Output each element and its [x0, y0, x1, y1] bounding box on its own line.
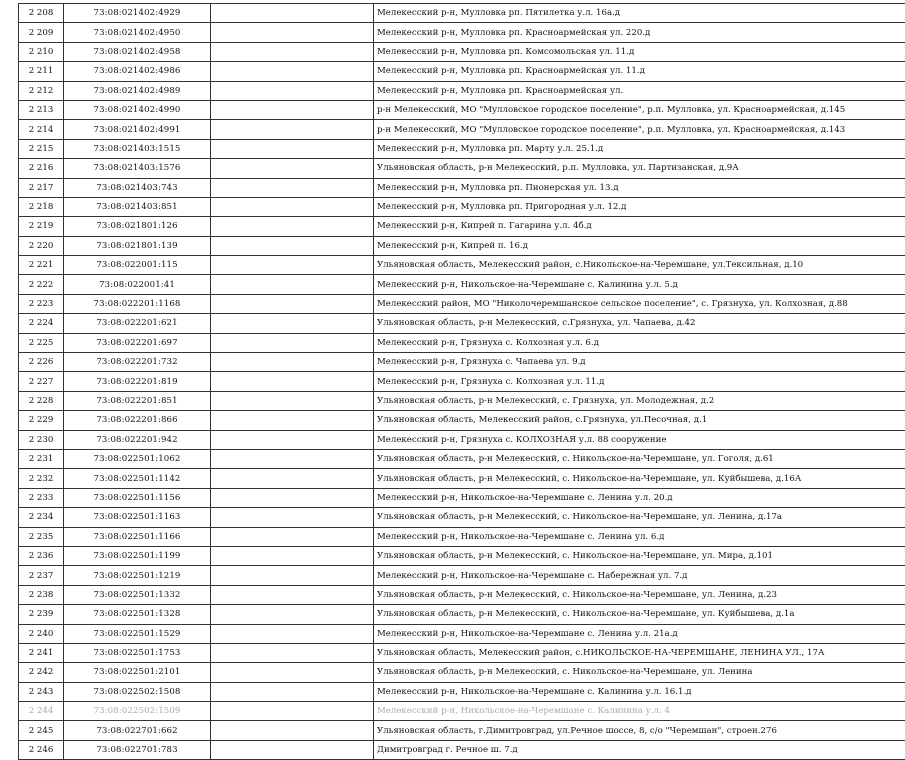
records-table	[18, 3, 905, 760]
empty-cell	[211, 197, 374, 216]
empty-cell	[211, 663, 374, 682]
table-row	[19, 100, 905, 119]
row-number: 2 229	[19, 411, 64, 430]
cadastral-number: 73:08:022501:1199	[64, 546, 211, 565]
address-cell: Ульяновская область, Мелекесский район, с.Грязнуха, ул.Песочная, д.1	[374, 411, 905, 430]
row-number: 2 208	[19, 4, 64, 23]
address-cell: Мелекесский р-н, Грязнуха с. Колхозная у.л. 6.д	[374, 333, 905, 352]
table-row	[19, 42, 905, 61]
empty-cell	[211, 314, 374, 333]
cadastral-number: 73:08:022201:1168	[64, 294, 211, 313]
empty-cell	[211, 740, 374, 759]
row-number: 2 230	[19, 430, 64, 449]
table-row	[19, 488, 905, 507]
cadastral-number: 73:08:022001:115	[64, 256, 211, 275]
cadastral-number: 73:08:022501:1219	[64, 566, 211, 585]
table-row	[19, 624, 905, 643]
row-number: 2 245	[19, 721, 64, 740]
row-number: 2 225	[19, 333, 64, 352]
cadastral-number: 73:08:022201:819	[64, 372, 211, 391]
row-number: 2 216	[19, 159, 64, 178]
table-row	[19, 62, 905, 81]
table-row	[19, 391, 905, 410]
table-row	[19, 139, 905, 158]
address-cell: Мелекесский р-н, Мулловка рп. Комсомольская ул. 11.д	[374, 42, 905, 61]
address-cell: Мелекесский р-н, Мулловка рп. Красноармейская ул. 11.д	[374, 62, 905, 81]
row-number: 2 209	[19, 23, 64, 42]
cadastral-number: 73:08:022501:1062	[64, 449, 211, 468]
address-cell: Ульяновская область, р-н Мелекесский, с. Грязнуха, ул. Молодежная, д.2	[374, 391, 905, 410]
empty-cell	[211, 566, 374, 585]
cadastral-number: 73:08:022501:1156	[64, 488, 211, 507]
empty-cell	[211, 178, 374, 197]
table-row	[19, 294, 905, 313]
empty-cell	[211, 42, 374, 61]
cadastral-number: 73:08:022501:2101	[64, 663, 211, 682]
empty-cell	[211, 411, 374, 430]
row-number: 2 236	[19, 546, 64, 565]
row-number: 2 214	[19, 120, 64, 139]
address-cell: Димитровград г. Речное ш. 7.д	[374, 740, 905, 759]
row-number: 2 210	[19, 42, 64, 61]
row-number: 2 226	[19, 353, 64, 372]
address-cell: Мелекесский р-н, Никольское-на-Черемшане с. Калинина у.л. 5.д	[374, 275, 905, 294]
cadastral-number: 73:08:021402:4950	[64, 23, 211, 42]
cadastral-number: 73:08:022201:851	[64, 391, 211, 410]
cadastral-number: 73:08:022001:41	[64, 275, 211, 294]
empty-cell	[211, 546, 374, 565]
address-cell: Мелекесский р-н, Мулловка рп. Марту у.л. 25.1.д	[374, 139, 905, 158]
table-row	[19, 740, 905, 759]
address-cell: Мелекесский р-н, Грязнуха с. КОЛХОЗНАЯ у.л. 88 сооружение	[374, 430, 905, 449]
row-number: 2 239	[19, 605, 64, 624]
cadastral-number: 73:08:021403:743	[64, 178, 211, 197]
table-row	[19, 120, 905, 139]
table-row	[19, 314, 905, 333]
table-row	[19, 508, 905, 527]
table-row	[19, 702, 905, 721]
address-cell: р-н Мелекесский, МО "Мулловское городское поселение", р.п. Мулловка, ул. Красноармейская, д.143	[374, 120, 905, 139]
table-row	[19, 275, 905, 294]
table-row	[19, 663, 905, 682]
cadastral-number: 73:08:022502:1509	[64, 702, 211, 721]
table-row	[19, 353, 905, 372]
cadastral-number: 73:08:022501:1142	[64, 469, 211, 488]
address-cell: Мелекесский район, МО "Николочеремшанское сельское поселение", с. Грязнуха, ул. Колхозная, д.88	[374, 294, 905, 313]
row-number: 2 213	[19, 100, 64, 119]
address-cell: Ульяновская область, р-н Мелекесский, с. Никольское-на-Черемшане, ул. Ленина, д.17а	[374, 508, 905, 527]
cadastral-number: 73:08:021402:4929	[64, 4, 211, 23]
cadastral-number: 73:08:022501:1753	[64, 643, 211, 662]
cadastral-number: 73:08:022701:783	[64, 740, 211, 759]
row-number: 2 243	[19, 682, 64, 701]
table-row	[19, 469, 905, 488]
row-number: 2 242	[19, 663, 64, 682]
empty-cell	[211, 159, 374, 178]
address-cell: Ульяновская область, р-н Мелекесский, с. Никольское-на-Черемшане, ул. Гоголя, д.61	[374, 449, 905, 468]
row-number: 2 222	[19, 275, 64, 294]
table-row	[19, 585, 905, 604]
row-number: 2 246	[19, 740, 64, 759]
empty-cell	[211, 702, 374, 721]
table-row	[19, 527, 905, 546]
row-number: 2 228	[19, 391, 64, 410]
row-number: 2 232	[19, 469, 64, 488]
cadastral-number: 73:08:022201:697	[64, 333, 211, 352]
empty-cell	[211, 643, 374, 662]
address-cell: Ульяновская область, р-н Мелекесский, с. Никольское-на-Черемшане, ул. Куйбышева, д.1а	[374, 605, 905, 624]
row-number: 2 234	[19, 508, 64, 527]
table-row	[19, 682, 905, 701]
row-number: 2 240	[19, 624, 64, 643]
table-row	[19, 178, 905, 197]
cadastral-number: 73:08:021402:4989	[64, 81, 211, 100]
row-number: 2 233	[19, 488, 64, 507]
table-row	[19, 430, 905, 449]
row-number: 2 218	[19, 197, 64, 216]
table-row	[19, 197, 905, 216]
table-row	[19, 372, 905, 391]
table-row	[19, 546, 905, 565]
address-cell: Ульяновская область, Мелекесский район, с.Никольское-на-Черемшане, ул.Тексильная, д.10	[374, 256, 905, 275]
row-number: 2 223	[19, 294, 64, 313]
empty-cell	[211, 721, 374, 740]
row-number: 2 237	[19, 566, 64, 585]
empty-cell	[211, 62, 374, 81]
row-number: 2 241	[19, 643, 64, 662]
cadastral-number: 73:08:022201:732	[64, 353, 211, 372]
row-number: 2 211	[19, 62, 64, 81]
empty-cell	[211, 256, 374, 275]
empty-cell	[211, 488, 374, 507]
cadastral-number: 73:08:022501:1163	[64, 508, 211, 527]
address-cell: Мелекесский р-н, Грязнуха с. Колхозная у.л. 11.д	[374, 372, 905, 391]
address-cell: Ульяновская область, р-н Мелекесский, с.Грязнуха, ул. Чапаева, д.42	[374, 314, 905, 333]
empty-cell	[211, 430, 374, 449]
cadastral-number: 73:08:022501:1328	[64, 605, 211, 624]
address-cell: Мелекесский р-н, Кипрей п. Гагарина у.л. 4б.д	[374, 217, 905, 236]
row-number: 2 238	[19, 585, 64, 604]
empty-cell	[211, 391, 374, 410]
empty-cell	[211, 120, 374, 139]
address-cell: Ульяновская область, р-н Мелекесский, р.п. Мулловка, ул. Партизанская, д.9А	[374, 159, 905, 178]
table-row	[19, 81, 905, 100]
table-row	[19, 23, 905, 42]
address-cell: р-н Мелекесский, МО "Мулловское городское поселение", р.п. Мулловка, ул. Красноармейская, д.145	[374, 100, 905, 119]
empty-cell	[211, 527, 374, 546]
address-cell: Ульяновская область, р-н Мелекесский, с. Никольское-на-Черемшане, ул. Мира, д.101	[374, 546, 905, 565]
address-cell: Мелекесский р-н, Никольское-на-Черемшане с. Ленина у.л. 20.д	[374, 488, 905, 507]
address-cell: Мелекесский р-н, Мулловка рп. Пригородная у.л. 12.д	[374, 197, 905, 216]
address-cell: Ульяновская область, р-н Мелекесский, с. Никольское-на-Черемшане, ул. Ленина, д.23	[374, 585, 905, 604]
address-cell: Ульяновская область, р-н Мелекесский, с. Никольское-на-Черемшане, ул. Ленина	[374, 663, 905, 682]
empty-cell	[211, 139, 374, 158]
cadastral-number: 73:08:022701:662	[64, 721, 211, 740]
row-number: 2 227	[19, 372, 64, 391]
empty-cell	[211, 372, 374, 391]
cadastral-number: 73:08:022501:1332	[64, 585, 211, 604]
table-row	[19, 159, 905, 178]
empty-cell	[211, 4, 374, 23]
address-cell: Ульяновская область, Мелекесский район, с.НИКОЛЬСКОЕ-НА-ЧЕРЕМШАНЕ, ЛЕНИНА УЛ., 17А	[374, 643, 905, 662]
address-cell: Мелекесский р-н, Мулловка рп. Красноармейская ул.	[374, 81, 905, 100]
address-cell: Мелекесский р-н, Мулловка рп. Красноармейская ул. 220.д	[374, 23, 905, 42]
cadastral-number: 73:08:021402:4990	[64, 100, 211, 119]
cadastral-number: 73:08:021403:851	[64, 197, 211, 216]
cadastral-number: 73:08:021402:4986	[64, 62, 211, 81]
cadastral-number: 73:08:021801:139	[64, 236, 211, 255]
row-number: 2 219	[19, 217, 64, 236]
cadastral-number: 73:08:022502:1508	[64, 682, 211, 701]
cadastral-number: 73:08:022501:1166	[64, 527, 211, 546]
row-number: 2 221	[19, 256, 64, 275]
cadastral-number: 73:08:021801:126	[64, 217, 211, 236]
table-row	[19, 721, 905, 740]
table-row	[19, 643, 905, 662]
empty-cell	[211, 100, 374, 119]
row-number: 2 244	[19, 702, 64, 721]
address-cell: Мелекесский р-н, Никольское-на-Черемшане с. Калинина у.л. 16.1.д	[374, 682, 905, 701]
row-number: 2 235	[19, 527, 64, 546]
cadastral-number: 73:08:021403:1515	[64, 139, 211, 158]
cadastral-number: 73:08:021402:4958	[64, 42, 211, 61]
row-number: 2 215	[19, 139, 64, 158]
empty-cell	[211, 217, 374, 236]
row-number: 2 231	[19, 449, 64, 468]
row-number: 2 212	[19, 81, 64, 100]
row-number: 2 224	[19, 314, 64, 333]
empty-cell	[211, 449, 374, 468]
table-row	[19, 217, 905, 236]
empty-cell	[211, 469, 374, 488]
empty-cell	[211, 81, 374, 100]
table-row	[19, 236, 905, 255]
cadastral-number: 73:08:021403:1576	[64, 159, 211, 178]
table-row	[19, 566, 905, 585]
cadastral-number: 73:08:022201:866	[64, 411, 211, 430]
empty-cell	[211, 333, 374, 352]
empty-cell	[211, 624, 374, 643]
cadastral-number: 73:08:022501:1529	[64, 624, 211, 643]
address-cell: Мелекесский р-н, Мулловка рп. Пионерская ул. 13.д	[374, 178, 905, 197]
table-row	[19, 333, 905, 352]
table-row	[19, 4, 905, 23]
cadastral-number: 73:08:022201:621	[64, 314, 211, 333]
records-table-body	[19, 4, 905, 760]
cadastral-number: 73:08:022201:942	[64, 430, 211, 449]
address-cell: Мелекесский р-н, Никольское-на-Черемшане с. Ленина ул. 6.д	[374, 527, 905, 546]
empty-cell	[211, 605, 374, 624]
table-row	[19, 411, 905, 430]
address-cell: Мелекесский р-н, Грязнуха с. Чапаева ул. 9.д	[374, 353, 905, 372]
row-number: 2 220	[19, 236, 64, 255]
empty-cell	[211, 23, 374, 42]
empty-cell	[211, 508, 374, 527]
address-cell: Мелекесский р-н, Никольское-на-Черемшане с. Набережная ул. 7.д	[374, 566, 905, 585]
address-cell: Мелекесский р-н, Никольское-на-Черемшане с. Калинина у.л. 4	[374, 702, 905, 721]
empty-cell	[211, 236, 374, 255]
empty-cell	[211, 275, 374, 294]
table-row	[19, 256, 905, 275]
table-row	[19, 449, 905, 468]
empty-cell	[211, 585, 374, 604]
cadastral-number: 73:08:021402:4991	[64, 120, 211, 139]
empty-cell	[211, 353, 374, 372]
address-cell: Мелекесский р-н, Мулловка рп. Пятилетка у.л. 16а.д	[374, 4, 905, 23]
table-row	[19, 605, 905, 624]
address-cell: Ульяновская область, г.Димитровград, ул.Речное шоссе, 8, с/о "Черемшан", строен.276	[374, 721, 905, 740]
address-cell: Мелекесский р-н, Кипрей п. 16.д	[374, 236, 905, 255]
empty-cell	[211, 682, 374, 701]
address-cell: Мелекесский р-н, Никольское-на-Черемшане с. Ленина у.л. 21а.д	[374, 624, 905, 643]
address-cell: Ульяновская область, р-н Мелекесский, с. Никольское-на-Черемшане, ул. Куйбышева, д.16А	[374, 469, 905, 488]
empty-cell	[211, 294, 374, 313]
row-number: 2 217	[19, 178, 64, 197]
